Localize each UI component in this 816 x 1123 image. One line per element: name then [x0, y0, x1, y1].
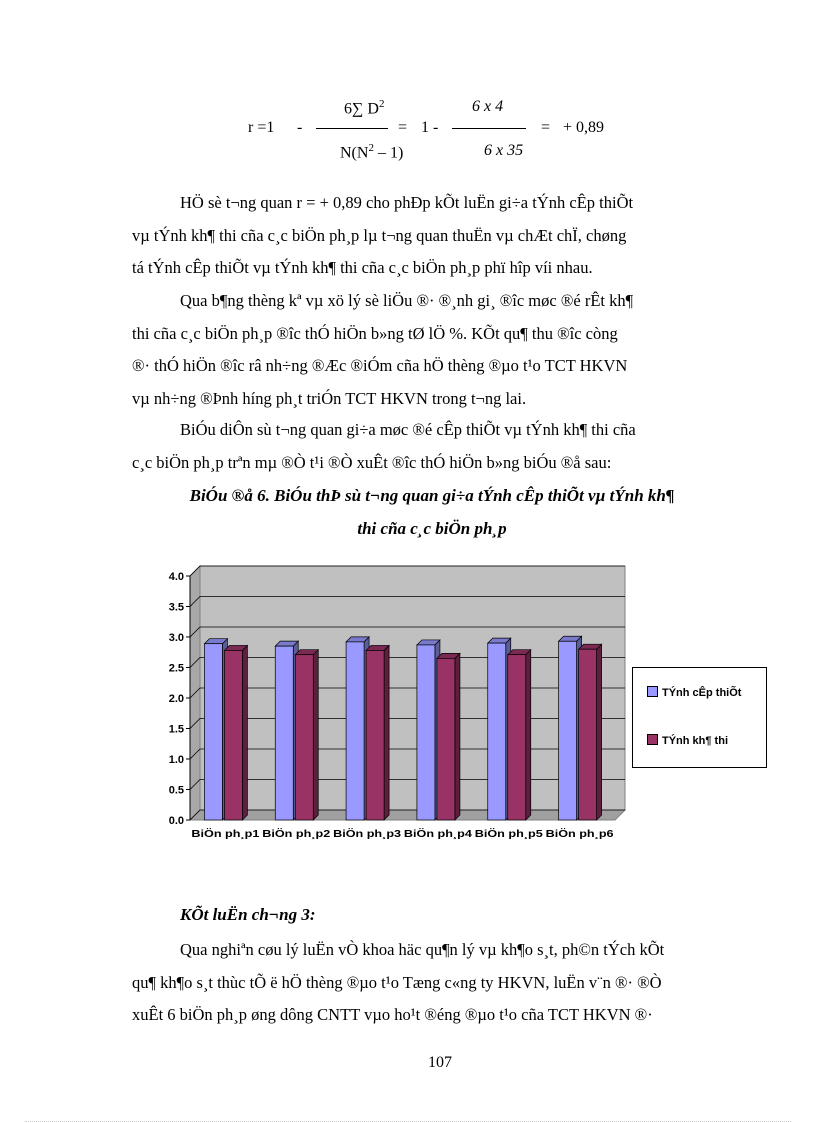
- y-tick-label: 3.5: [168, 601, 184, 614]
- bar-necessity: [204, 639, 227, 820]
- text-line: c¸c biÖn ph¸p trªn mµ ®Ò t¹i ®Ò xuÊt ®îc thÓ hiÖn b»ng biÓu ®å sau:: [132, 452, 612, 472]
- caption-line-1: BiÓu ®å 6. BiÓu thÞ sù t¬ng quan gi÷a tÝnh cÊp thiÕt vµ tÝnh kh¶: [189, 486, 675, 505]
- figure-caption: [132, 479, 732, 545]
- text-line: thi cña c¸c biÖn ph¸p ®îc thÓ hiÖn b»ng tØ lÖ %. KÕt qu¶ thu ®îc còng: [132, 323, 618, 343]
- bar-feasibility: [437, 653, 460, 820]
- paragraph-conclusion: [132, 934, 732, 1032]
- bar-side: [384, 645, 389, 820]
- bar-front: [437, 658, 455, 820]
- bar-side: [455, 653, 460, 820]
- legend-swatch: [647, 734, 658, 745]
- bar-side: [313, 650, 318, 820]
- y-tick-label: 1.5: [168, 723, 184, 736]
- paragraph-correlation: [132, 187, 732, 285]
- text-line: BiÓu diÔn sù t¬ng quan gi÷a møc ®é cÊp thiÕt vµ tÝnh kh¶ thi cña: [180, 420, 636, 439]
- y-tick-label: 2.5: [168, 662, 184, 675]
- fraction-bar-2: [452, 128, 526, 129]
- text-line: ®· thÓ hiÖn ®îc râ nh÷ng ®Æc ®iÓm cña hÖ thèng ®µo t¹o TCT HKVN: [132, 356, 628, 375]
- bar-front: [275, 646, 293, 820]
- conclusion-heading: KÕt luËn ch¬ng 3:: [180, 905, 316, 924]
- fraction-bar-1: [316, 128, 388, 129]
- bar-front: [559, 641, 577, 820]
- formula-equals-2: =: [541, 119, 551, 136]
- bar-front: [224, 650, 242, 820]
- formula-denominator-2: 6 x 35: [484, 142, 524, 159]
- bar-front: [579, 649, 597, 820]
- text-line: vµ tÝnh kh¶ thi cña c¸c biÖn ph¸p lµ t¬ng quan thuËn vµ chÆt chÏ, chøng: [132, 225, 627, 245]
- bar-side: [526, 650, 531, 820]
- x-tick-label: BiÖn ph¸p6: [545, 828, 603, 840]
- paragraph-statistics: [132, 285, 732, 415]
- text-line: vµ nh÷ng ®Þnh híng ph¸t triÓn TCT HKVN trong t¬ng lai.: [132, 388, 527, 408]
- bar-necessity: [488, 638, 511, 820]
- bar-feasibility: [366, 645, 389, 820]
- x-tick-label: BiÖn ph¸p1: [191, 828, 248, 840]
- x-tick-label: BiÖn ph¸p3: [333, 828, 390, 840]
- y-tick-label: 4.0: [168, 571, 184, 583]
- legend-swatch: [647, 686, 658, 697]
- bar-front: [508, 655, 526, 820]
- text-line: xuÊt 6 biÖn ph¸p øng dông CNTT vµo ho¹t ®éng ®µo t¹o cña TCT HKVN ®·: [132, 1005, 653, 1024]
- x-axis-ticks: [191, 827, 613, 840]
- y-tick-label: 1.0: [168, 754, 184, 766]
- bar-front: [346, 642, 364, 820]
- y-tick-label: 0.0: [168, 815, 184, 827]
- bar-necessity: [417, 640, 440, 820]
- formula-lhs: r =1: [248, 119, 275, 136]
- formula-result: + 0,89: [563, 119, 605, 136]
- formula-numerator-2: 6 x 4: [472, 98, 504, 115]
- chart-legend: [632, 667, 767, 768]
- formula-minus: -: [297, 119, 303, 136]
- paragraph-chart-intro: [132, 414, 732, 479]
- text-line: Qua b¶ng thèng kª vµ xö lý sè liÖu ®· ®¸nh gi¸ ®îc møc ®é rÊt kh¶: [180, 291, 634, 310]
- y-tick-label: 2.0: [168, 693, 184, 705]
- x-tick-label: BiÖn ph¸p5: [474, 828, 532, 840]
- text-line: qu¶ kh¶o s¸t thùc tÕ ë hÖ thèng ®µo t¹o Tæng c«ng ty HKVN, luËn v¨n ®· ®Ò: [132, 972, 662, 992]
- bar-side: [242, 645, 247, 820]
- x-tick-label: BiÖn ph¸p4: [403, 828, 461, 840]
- formula-numerator-1: 6∑ $D^2$: [344, 98, 385, 118]
- bar-feasibility: [224, 645, 247, 820]
- bar-feasibility: [579, 644, 602, 820]
- bar-front: [204, 644, 222, 820]
- text-line: Qua nghiªn cøu lý luËn vÒ khoa häc qu¶n lý vµ kh¶o s¸t, ph©n tÝch kÕt: [180, 940, 665, 959]
- page-number: 107: [428, 1054, 452, 1071]
- bar-necessity: [346, 637, 369, 820]
- bar-front: [417, 645, 435, 820]
- bar-front: [366, 650, 384, 820]
- caption-line-2: thi cña c¸c biÖn ph¸p: [357, 519, 507, 538]
- y-tick-label: 0.5: [168, 784, 184, 797]
- y-tick-label: 3.0: [168, 632, 184, 644]
- legend-item-necessity: TÝnh cÊp thiÕt: [647, 686, 741, 699]
- formula-one: 1 -: [421, 119, 439, 136]
- text-line: HÖ sè t¬ng quan r = + 0,89 cho phÐp kÕt luËn gi÷a tÝnh cÊp thiÕt: [180, 193, 634, 212]
- page-bottom-border: [25, 1121, 791, 1122]
- bar-side: [597, 644, 602, 820]
- bar-necessity: [559, 636, 582, 820]
- legend-item-feasibility: TÝnh kh¶ thi: [647, 734, 728, 747]
- bar-necessity: [275, 641, 298, 820]
- bar-feasibility: [295, 650, 318, 820]
- text-line: tá tÝnh cÊp thiÕt vµ tÝnh kh¶ thi cña c¸c biÖn ph¸p phï hîp víi nhau.: [132, 258, 593, 277]
- y-axis-ticks: [169, 571, 190, 827]
- bar-front: [488, 643, 506, 820]
- x-tick-label: BiÖn ph¸p2: [262, 828, 319, 840]
- bar-front: [295, 655, 313, 820]
- formula-denominator-1: $N(N^2 - 1)$: [340, 142, 404, 162]
- formula-equals-1: =: [398, 119, 408, 136]
- bar-feasibility: [508, 650, 531, 820]
